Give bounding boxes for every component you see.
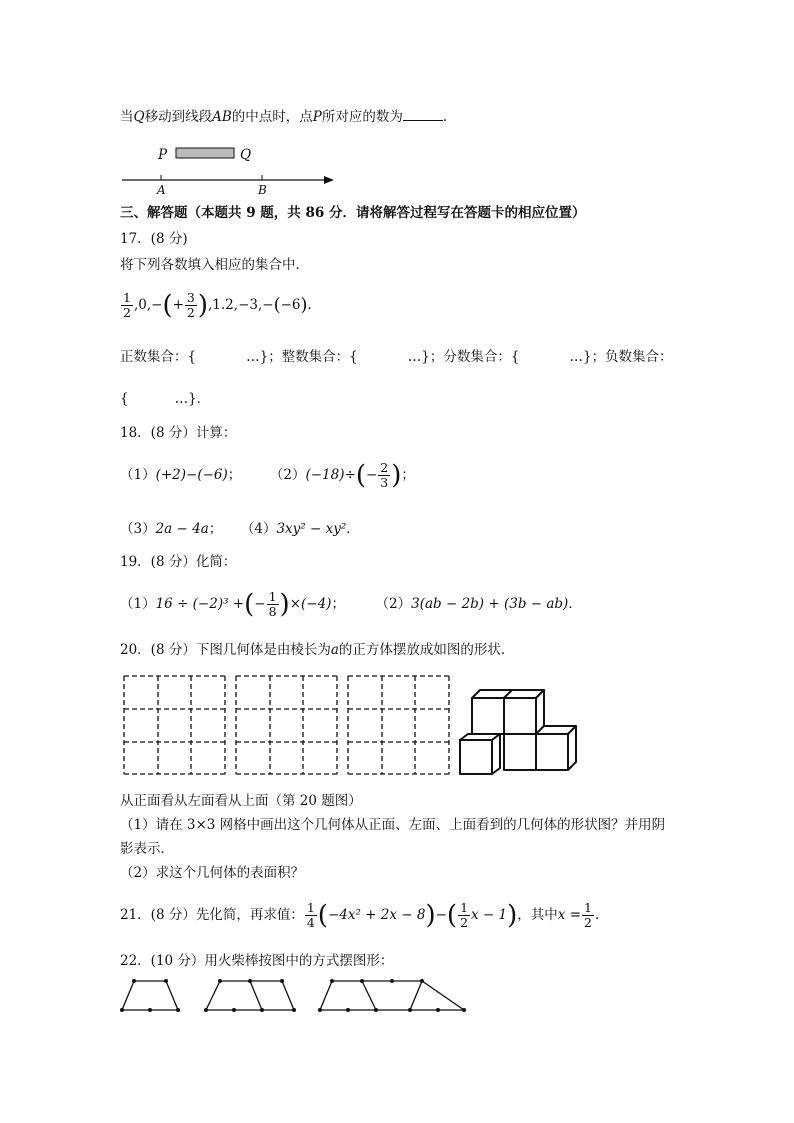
axis-arrow [324, 176, 334, 184]
section-heading: 三、解答题（本题共 9 题，共 86 分．请将解答过程写在答题卡的相应位置） [120, 205, 586, 221]
number-line-figure [118, 142, 348, 197]
moving-segment [176, 148, 234, 158]
q19-row: （1）16 ÷ (−2)³ +(− $\frac{1}{8}$ )×(−4)； （2）3(ab − 2b) + (3b − ab)． [120, 589, 582, 620]
q17-instruction: 将下列各数填入相应的集合中． [120, 257, 309, 273]
q17-sets-line2: { …}． [120, 391, 211, 407]
q17-heading: 17．(8 分) [120, 231, 188, 247]
q18-row2: （3）2a − 4a； （4）3xy² − xy²． [120, 521, 360, 537]
q20-caption: 从正面看从左面看从上面（第 20 题图） [120, 793, 362, 809]
label-a: A [157, 183, 166, 197]
cube-solid-figure [458, 688, 583, 778]
label-p: P [158, 147, 168, 163]
q20-part1-a: （1）请在 3×3 网格中画出这个几何体从正面、左面、上面看到的几何体的形状图？并用阴 [120, 817, 666, 833]
q17-sets-line1: 正数集合：{ …}；整数集合：{ …}；分数集合：{ …}；负数集合： [120, 349, 673, 365]
label-b: B [258, 183, 267, 197]
q22-heading: 22．(10 分）用火柴棒按图中的方式摆图形： [120, 953, 394, 969]
matchstick-figures [120, 975, 470, 1015]
q20-heading: 20．(8 分）下图几何体是由棱长为a的正方体摆放成如图的形状． [120, 642, 515, 658]
q18-heading: 18．(8 分）计算： [120, 425, 237, 441]
q20-part2: （2）求这个几何体的表面积？ [120, 865, 305, 881]
q17-numbers: $\frac{1}{2}$ ,0,−(+ $\frac{3}{2}$ ),1.2,−3,−(−6). [123, 290, 312, 321]
grid-top-view[interactable] [347, 675, 452, 775]
label-q: Q [240, 147, 252, 163]
q18-row1: （1）(+2)−(−6)； （2）(−18)÷(− $\frac{2}{3}$ )； [120, 460, 415, 491]
q19-heading: 19．(8 分）化简： [120, 554, 237, 570]
grid-front-view[interactable] [123, 675, 228, 775]
q16-text: 当Q移动到线段AB的中点时，点P所对应的数为 . [120, 109, 448, 125]
q21-line: 21．(8 分）先化简，再求值： $\frac{1}{4}$ (−4x² + 2x − 8)−( $\frac{1}{2}$ x − 1)，其中x = $\frac{1}{2}$ ． [120, 900, 609, 931]
grid-left-view[interactable] [235, 675, 340, 775]
answer-blank[interactable] [403, 108, 443, 121]
q20-part1-b: 影表示． [120, 841, 174, 857]
